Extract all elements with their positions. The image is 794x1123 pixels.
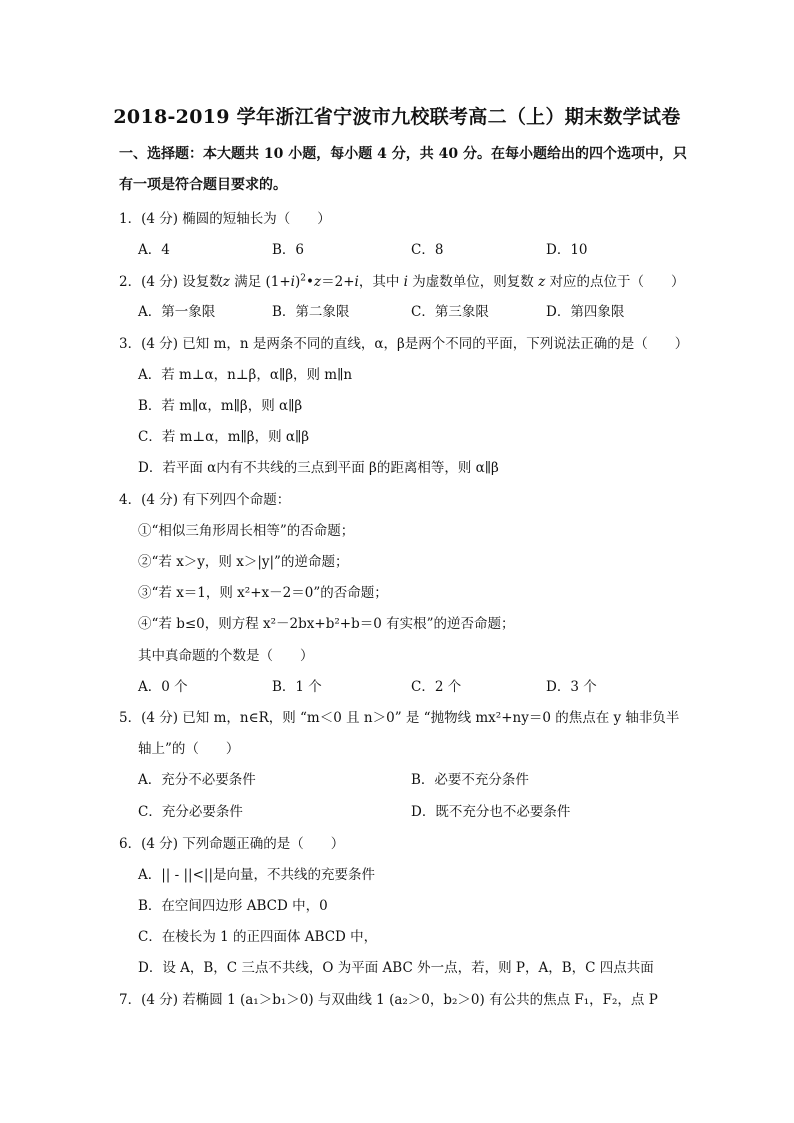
q2-text-part: 2．(4 分) 设复数 [119,274,223,290]
question-3-stem: 3．(4 分) 已知 m，n 是两条不同的直线，α，β是两个不同的平面，下列说法正确的是（ ） [119,336,689,352]
q2-var: z [222,274,230,290]
question-5-option-d: D．既不充分也不必要条件 [411,804,571,820]
q2-var: i [354,274,359,290]
question-4-item-1: ①“相似三角形周长相等”的否命题； [138,523,355,539]
question-3-option-a: A．若 m⊥α，n⊥β，α∥β，则 m∥n [138,367,353,383]
section-heading-line-2: 有一项是符合题目要求的。 [119,177,287,193]
question-4-option-c: C．2 个 [411,679,462,695]
question-4-item-3: ③“若 x＝1，则 x²+x－2＝0”的否命题； [138,585,388,601]
question-1-stem: 1．(4 分) 椭圆的短轴长为（ ） [119,211,331,227]
question-6-stem: 6．(4 分) 下列命题正确的是（ ） [119,836,345,852]
q2-var: i [290,274,295,290]
q2-text-part: ＝2+ [321,274,355,290]
question-5-option-a: A．充分不必要条件 [138,772,256,788]
question-5-stem-line-2: 轴上”的（ ） [138,741,240,757]
question-3-option-c: C．若 m⊥α，m∥β，则 α∥β [138,429,310,445]
question-2-option-a: A．第一象限 [138,304,216,320]
question-4-item-4: ④“若 b≤0，则方程 x²－2bx+b²+b＝0 有实根”的逆否命题； [138,616,515,632]
question-3-option-b: B．若 m∥α，m∥β，则 α∥β [138,398,303,414]
q2-exponent: 2 [300,273,307,284]
q2-text-part: • [306,274,314,290]
question-4-question: 其中真命题的个数是（ ） [138,648,314,664]
q2-var: z [538,274,546,290]
question-7-stem: 7．(4 分) 若椭圆 1 (a₁＞b₁＞0) 与双曲线 1 (a₂＞0，b₂＞0) 有公共的焦点 F₁，F₂，点 P [119,992,658,1008]
question-5-option-c: C．充分必要条件 [138,804,243,820]
question-4-option-b: B．1 个 [272,679,322,695]
q2-text-part: ) [295,274,301,290]
question-2-stem [119,270,684,290]
question-6-option-c: C．在棱长为 1 的正四面体 ABCD 中， [138,929,378,945]
question-5-stem-line-1: 5．(4 分) 已知 m，n∈R，则 “m＜0 且 n＞0” 是 “抛物线 mx²+ny＝0 的焦点在 y 轴非负半 [119,710,680,726]
question-1-option-d: D．10 [546,242,588,258]
question-2-option-b: B．第二象限 [272,304,350,320]
question-4-option-a: A．0 个 [138,679,188,695]
section-heading [119,139,689,201]
question-6-option-a: A．|| - ||<||是向量，不共线的充要条件 [138,867,375,883]
question-6-option-b: B．在空间四边形 ABCD 中，0 [138,898,328,914]
section-heading-line-1: 一、选择题：本大题共 10 小题，每小题 4 分，共 40 分。在每小题给出的四个选项中，只 [119,146,687,162]
q2-text-part: 对应的点位于（ ） [545,274,685,290]
exam-title: 2018-2019 学年浙江省宁波市九校联考高二（上）期末数学试卷 [113,106,681,128]
q2-var: z [313,274,322,290]
question-1-option-c: C．8 [411,242,444,258]
question-4-option-d: D．3 个 [546,679,597,695]
question-1-option-a: A．4 [138,242,170,258]
question-1-option-b: B．6 [272,242,305,258]
question-6-option-d: D．设 A，B，C 三点不共线，O 为平面 ABC 外一点，若，则 P，A，B，C 四点共面 [138,960,654,976]
question-4-stem: 4．(4 分) 有下列四个命题： [119,492,291,508]
question-3-option-d: D．若平面 α内有不共线的三点到平面 β的距离相等，则 α∥β [138,460,499,476]
question-2-option-d: D．第四象限 [546,304,625,320]
q2-text-part: 为虚数单位，则复数 [407,274,539,290]
q2-text-part: ，其中 [358,274,404,290]
q2-text-part: 满足 (1+ [229,274,291,290]
question-5-option-b: B．必要不充分条件 [411,772,529,788]
question-4-item-2: ②“若 x＞y，则 x＞|y|”的逆命题； [138,554,349,570]
q2-var: i [403,274,408,290]
question-2-option-c: C．第三象限 [411,304,489,320]
